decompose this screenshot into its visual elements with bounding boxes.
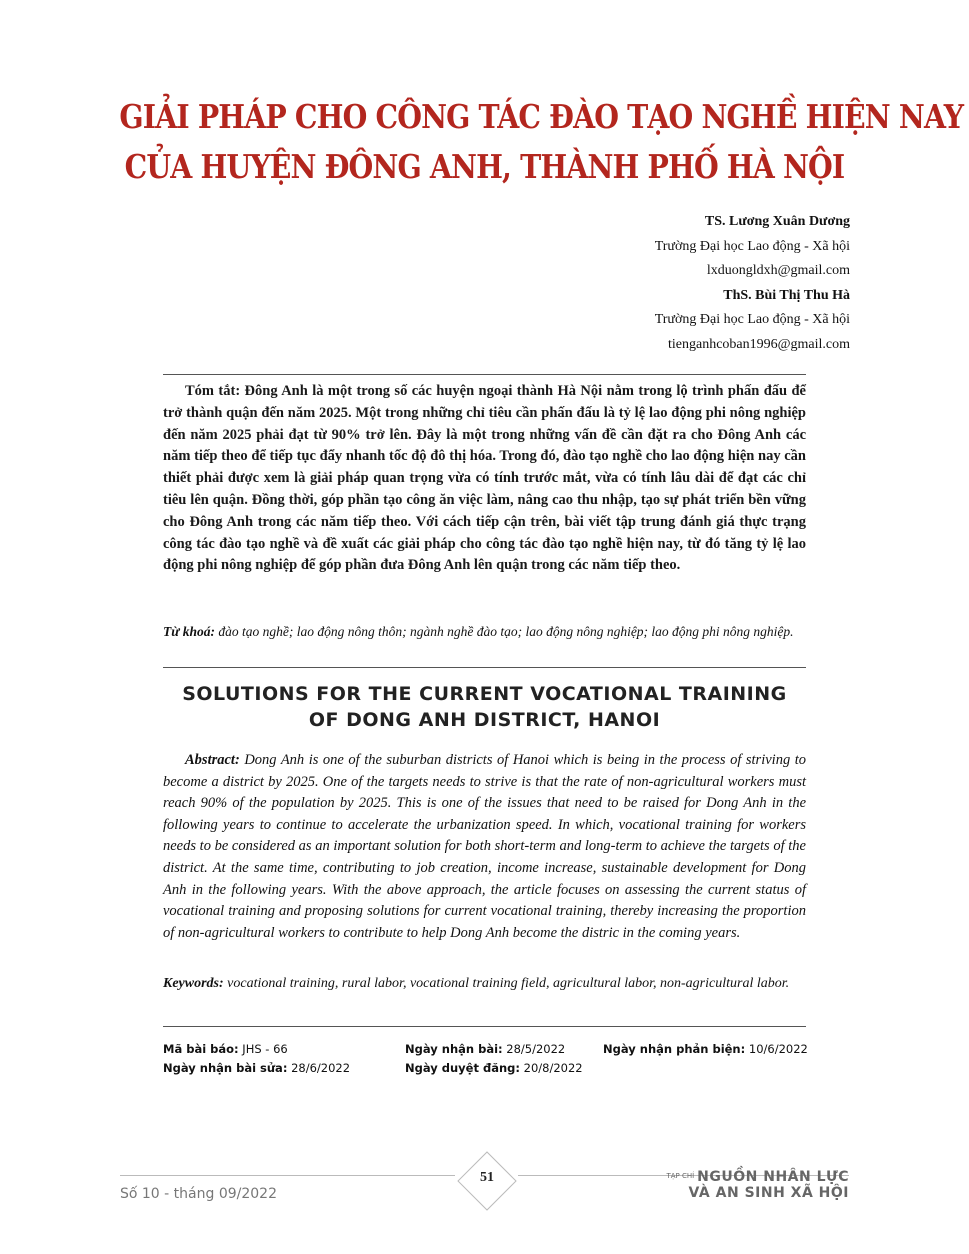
meta-article-code: Mã bài báo: JHS - 66: [163, 1042, 288, 1056]
keywords-en-text: vocational training, rural labor, vocational training field, agricultural labor, non-agricultural labor.: [227, 976, 790, 991]
meta-revised: Ngày nhận bài sửa: 28/6/2022: [163, 1061, 351, 1075]
abstract-en-label: Abstract:: [185, 752, 240, 768]
meta-accepted: Ngày duyệt đăng: 20/8/2022: [405, 1061, 583, 1075]
keywords-en: [163, 974, 806, 994]
footer-rule-left: [120, 1175, 455, 1176]
meta-reviewed: Ngày nhận phản biện: 10/6/2022: [603, 1042, 808, 1056]
author-2-email[interactable]: tienganhcoban1996@gmail.com: [667, 336, 850, 352]
title-en-line-2: OF DONG ANH DISTRICT, HANOI: [308, 709, 661, 731]
divider-top: [163, 374, 806, 375]
brand-small: TẠP CHÍ: [666, 1172, 695, 1180]
divider-middle: [163, 667, 806, 668]
author-1-affiliation: Trường Đại học Lao động - Xã hội: [654, 238, 850, 254]
keywords-vi: [163, 622, 806, 642]
keywords-vi-text: đào tạo nghề; lao động nông thôn; ngành nghề đào tạo; lao động nông nghiệp; lao động phi nông nghiệp.: [218, 624, 794, 639]
brand-line-1: NGUỒN NHÂN LỰC: [697, 1169, 849, 1185]
abstract-en-text: Dong Anh is one of the suburban districts of Hanoi which is being in the process of striving to become a district by 2025. One of the targets needs to strive is that the rate of non-agricultural workers must reach 90% of the population by 2025. This is one of the issues that need to be raised for Dong Anh in the following years to continue to accelerate the urbanization speed. In which, vocational training for workers needs to be considered as an important solution for both short-term and long-term to achieve the targets of the district. At the same time, contributing to job creation, income increase, sustainable development for Dong Anh in the following years. With the above approach, the article focuses on assessing the current status of vocational training and proposing solutions for current vocational training, thereby increasing the proportion of non-agricultural workers to contribute to help Dong Anh become the distric in the coming years.: [163, 752, 807, 941]
abstract-vi: Tóm tắt: Đông Anh là một trong số các huyện ngoại thành Hà Nội nằm trong lộ trình phấn đấu để trở thành quận đến năm 2025. Một trong những chỉ tiêu cần phấn đấu là tỷ lệ lao động phi nông nghiệp đến năm 2025 phải đạt từ 90% trở lên. Đây là một trong những vấn đề cần đặt ra cho Đông Anh các năm tiếp theo để tiếp tục đẩy nhanh tốc độ đô thị hóa. Trong đó, đào tạo nghề cho lao động hiện nay cần thiết phải được xem là giải pháp quan trọng vừa có tính trước mắt, vừa có tính lâu dài để đạt các chỉ tiêu lên quận. Đồng thời, góp phần tạo công ăn việc làm, nâng cao thu nhập, tạo sự phát triển bền vững cho Đông Anh trong các năm tiếp theo. Với cách tiếp cận trên, bài viết tập trung đánh giá thực trạng công tác đào tạo nghề và đề xuất các giải pháp cho công tác đào tạo nghề hiện nay, từ đó tăng tỷ lệ lao động phi nông nghiệp để góp phần đưa Đông Anh lên quận trong các năm tiếp theo.: [163, 383, 806, 574]
article-title-vi: [119, 92, 964, 192]
article-title-en: [163, 681, 806, 733]
author-1-name: TS. Lương Xuân Dương: [704, 214, 850, 229]
author-2-affiliation: Trường Đại học Lao động - Xã hội: [654, 312, 850, 328]
divider-bottom: [163, 1026, 806, 1027]
title-en-line-1: SOLUTIONS FOR THE CURRENT VOCATIONAL TRAINING: [182, 683, 787, 705]
brand-line-2: VÀ AN SINH XÃ HỘI: [688, 1185, 849, 1201]
keywords-vi-label: Từ khoá:: [163, 624, 215, 639]
title-line-2: CỦA HUYỆN ĐÔNG ANH, THÀNH PHỐ HÀ NỘI: [124, 147, 845, 186]
abstract-en: [163, 750, 806, 944]
author-2-name: ThS. Bùi Thị Thu Hà: [723, 287, 850, 303]
page-number: 51: [480, 1170, 494, 1185]
title-line-1: GIẢI PHÁP CHO CÔNG TÁC ĐÀO TẠO NGHỀ HIỆN NAY: [119, 97, 964, 136]
issue-label: Số 10 - tháng 09/2022: [120, 1186, 277, 1202]
meta-received: Ngày nhận bài: 28/5/2022: [405, 1042, 566, 1056]
author-block: [655, 210, 850, 358]
author-1-email[interactable]: lxduongldxh@gmail.com: [706, 263, 850, 279]
keywords-en-label: Keywords:: [163, 976, 224, 991]
journal-brand: [666, 1168, 849, 1201]
